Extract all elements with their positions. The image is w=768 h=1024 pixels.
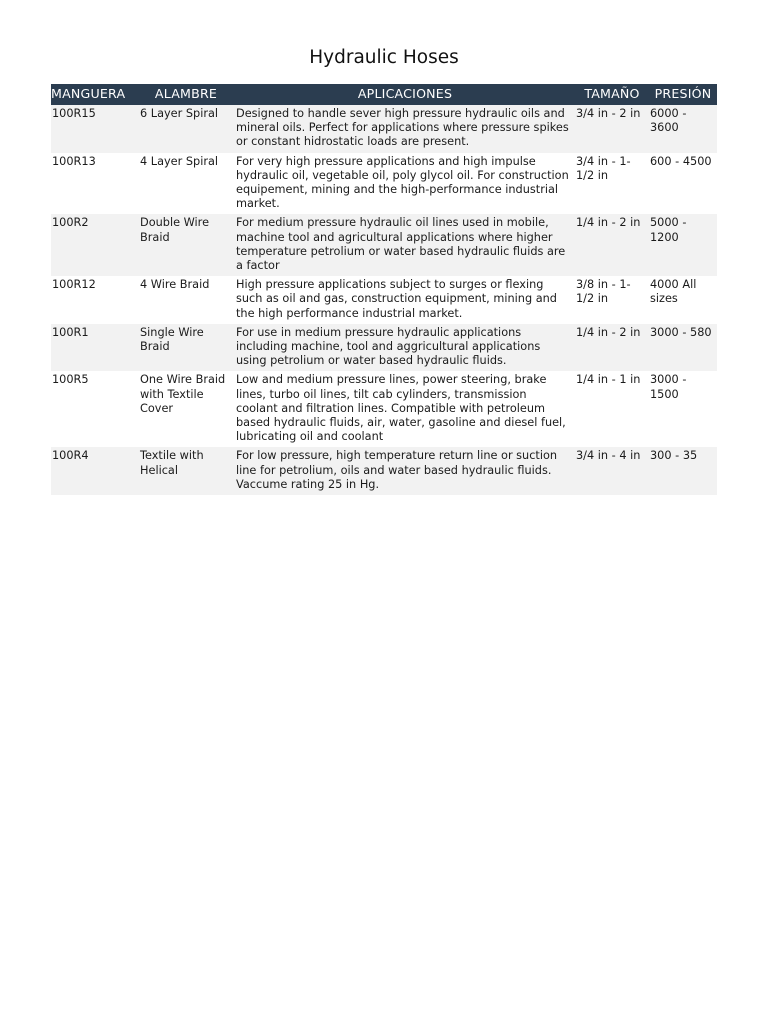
cell-manguera: 100R15 — [51, 105, 137, 153]
table-header-row — [51, 84, 717, 105]
cell-alambre: Textile with Helical — [137, 447, 235, 495]
column-header-presion: PRESIÓN — [649, 84, 717, 105]
cell-manguera: 100R12 — [52, 278, 96, 292]
column-header-alambre: ALAMBRE — [137, 84, 235, 105]
table-row — [51, 324, 717, 372]
cell-presion: 6000 - 3600 — [649, 105, 717, 153]
table-row — [51, 276, 717, 324]
table-row — [51, 447, 717, 495]
cell-alambre: Single Wire Braid — [137, 324, 235, 372]
cell-tamano: 1/4 in - 1 in — [576, 373, 641, 387]
table-row — [51, 371, 717, 447]
table-row — [51, 153, 717, 215]
cell-tamano: 1/4 in - 2 in — [575, 214, 649, 276]
hydraulic-hoses-table — [51, 84, 717, 495]
cell-manguera: 100R1 — [51, 324, 137, 372]
table-row — [51, 214, 717, 276]
cell-manguera: 100R2 — [51, 214, 137, 276]
cell-presion: 3000 - 1500 — [650, 373, 687, 401]
column-header-manguera: MANGUERA — [51, 84, 137, 105]
column-header-aplicaciones: APLICACIONES — [235, 84, 575, 105]
cell-alambre: One Wire Braid with Textile Cover — [140, 373, 226, 415]
cell-aplicaciones: For use in medium pressure hydraulic applications including machine, tool and aggricultural applications using petrolium or water based hydraulic fluids. — [235, 324, 575, 372]
table-row — [51, 105, 717, 153]
cell-presion: 4000 All sizes — [650, 278, 697, 306]
cell-aplicaciones: Designed to handle sever high pressure hydraulic oils and mineral oils. Perfect for applications where pressure spikes or constant hidrostatic loads are present. — [235, 105, 575, 153]
cell-alambre: 6 Layer Spiral — [137, 105, 235, 153]
cell-tamano: 3/4 in - 1-1/2 in — [576, 154, 631, 182]
cell-presion: 600 - 4500 — [650, 154, 712, 168]
cell-aplicaciones: High pressure applications subject to surges or flexing such as oil and gas, construction equipment, mining and the high performance industrial market. — [236, 278, 557, 320]
cell-alambre: 4 Layer Spiral — [140, 154, 219, 168]
cell-aplicaciones: Low and medium pressure lines, power steering, brake lines, turbo oil lines, tilt cab cylinders, transmission coolant and filtration lines. Compatible with petroleum based hydraulic fluids, air, water, gasoline and diesel fuel, lubricating oil and coolant — [236, 373, 566, 444]
cell-presion: 5000 - 1200 — [649, 214, 717, 276]
cell-manguera: 100R4 — [51, 447, 137, 495]
column-header-tamano: TAMAÑO — [575, 84, 649, 105]
cell-aplicaciones: For medium pressure hydraulic oil lines used in mobile, machine tool and agricultural applications where higher temperature petrolium or water based hydraulic fluids are a factor — [235, 214, 575, 276]
cell-presion: 300 - 35 — [649, 447, 717, 495]
cell-tamano: 3/4 in - 2 in — [575, 105, 649, 153]
cell-aplicaciones: For low pressure, high temperature return line or suction line for petrolium, oils and water based hydraulic fluids. Vaccume rating 25 in Hg. — [235, 447, 575, 495]
cell-tamano: 3/4 in - 4 in — [575, 447, 649, 495]
cell-manguera: 100R13 — [52, 154, 96, 168]
cell-manguera: 100R5 — [52, 373, 89, 387]
cell-aplicaciones: For very high pressure applications and high impulse hydraulic oil, vegetable oil, poly glycol oil. For construction equipement, mining and the high-performance industrial market. — [236, 154, 569, 211]
cell-tamano: 3/8 in - 1-1/2 in — [576, 278, 631, 306]
cell-alambre: 4 Wire Braid — [140, 278, 210, 292]
page-title: Hydraulic Hoses — [309, 47, 459, 68]
cell-presion: 3000 - 580 — [649, 324, 717, 372]
cell-alambre: Double Wire Braid — [137, 214, 235, 276]
cell-tamano: 1/4 in - 2 in — [575, 324, 649, 372]
